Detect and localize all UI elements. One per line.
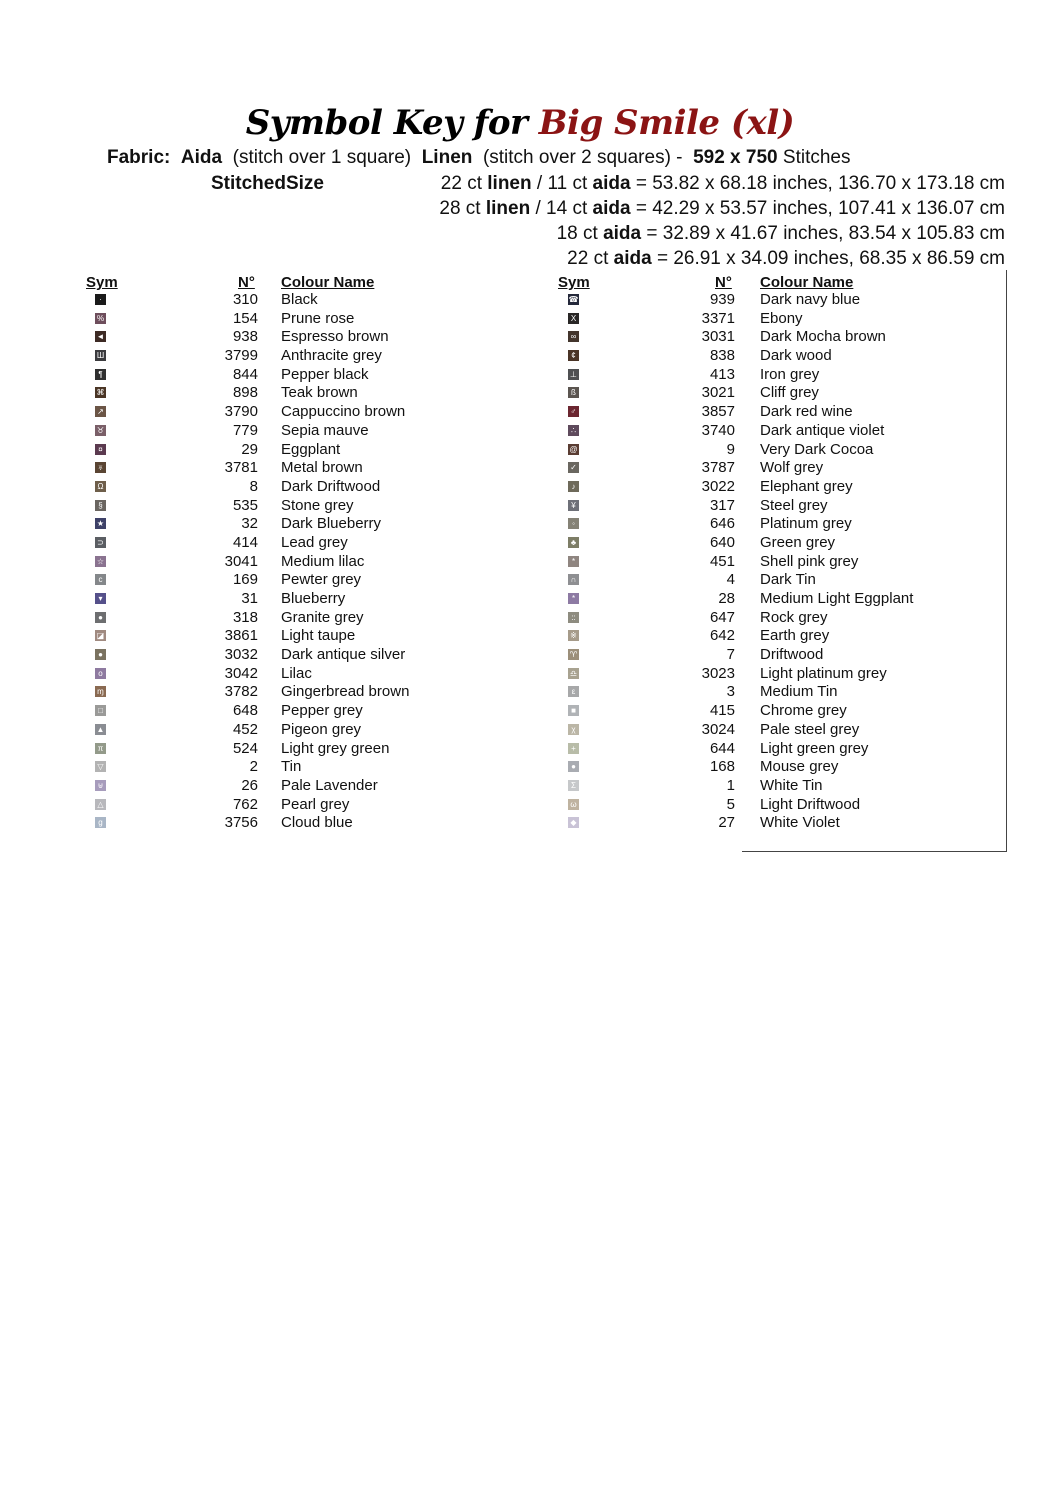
colour-name: Platinum grey bbox=[760, 515, 852, 533]
colour-name: Dark navy blue bbox=[760, 291, 861, 308]
symbol-swatch: ♅ bbox=[95, 462, 106, 473]
symbol-swatch: ♈ bbox=[569, 650, 578, 660]
colour-name: Pepper grey bbox=[281, 702, 363, 720]
symbol-swatch: @ bbox=[569, 444, 578, 454]
colour-name: Granite grey bbox=[281, 608, 364, 626]
symbol-swatch: ∴ bbox=[568, 425, 579, 436]
symbol-swatch: ▾ bbox=[95, 593, 106, 604]
dmc-number: 3032 bbox=[224, 646, 258, 664]
size-dimensions: = 53.82 x 68.18 inches, 136.70 x 173.18 cm bbox=[630, 173, 1005, 194]
symbol-swatch: ● bbox=[568, 761, 579, 772]
dmc-number: 3371 bbox=[701, 309, 735, 327]
symbol-swatch: ∩ bbox=[568, 574, 579, 585]
dmc-number: 310 bbox=[232, 291, 258, 308]
dmc-number: 29 bbox=[241, 440, 258, 458]
stitched-size-line bbox=[439, 198, 1005, 220]
colour-name: Tin bbox=[281, 758, 302, 776]
symbol-swatch: χ bbox=[568, 724, 579, 735]
fabric-aida-note: (stitch over 1 square) bbox=[232, 147, 412, 168]
dmc-number: 3023 bbox=[701, 664, 735, 682]
dmc-number: 3799 bbox=[224, 347, 258, 365]
symbol-swatch: ɱ bbox=[95, 686, 106, 697]
colour-name: Lilac bbox=[281, 664, 312, 682]
symbol-swatch: ↗ bbox=[95, 406, 106, 417]
dmc-number: 9 bbox=[726, 440, 735, 458]
size-ct: 22 ct bbox=[567, 248, 614, 269]
colour-name: Medium Tin bbox=[760, 683, 838, 701]
colour-name: Driftwood bbox=[760, 646, 824, 664]
dmc-number: 642 bbox=[709, 627, 735, 645]
dmc-number: 779 bbox=[232, 421, 258, 439]
colour-name: Earth grey bbox=[760, 627, 830, 645]
size-dimensions: = 26.91 x 34.09 inches, 68.35 x 86.59 cm bbox=[651, 248, 1005, 269]
symbol-swatch: ◆ bbox=[568, 817, 579, 828]
dmc-number: 452 bbox=[232, 720, 258, 738]
colour-name: Gingerbread brown bbox=[281, 683, 410, 701]
symbol-swatch: ♉ bbox=[96, 425, 105, 435]
dmc-number: 31 bbox=[241, 590, 258, 607]
colour-name: Pigeon grey bbox=[281, 720, 362, 738]
dmc-number: 168 bbox=[709, 758, 735, 776]
dmc-number: 26 bbox=[241, 776, 258, 794]
symbol-swatch: ⊥ bbox=[568, 369, 579, 380]
colour-name: Stone grey bbox=[281, 496, 354, 514]
dmc-number: 938 bbox=[232, 328, 258, 346]
symbol-swatch: ✓ bbox=[568, 462, 579, 473]
symbol-swatch: ♂ bbox=[568, 406, 579, 417]
dmc-number: 415 bbox=[709, 702, 735, 720]
table-border-bottom bbox=[742, 851, 1007, 852]
dmc-number: 28 bbox=[718, 590, 735, 607]
dmc-number: 2 bbox=[249, 758, 258, 776]
table-border-right bbox=[1006, 270, 1007, 852]
symbol-swatch: ε bbox=[568, 686, 579, 697]
symbol-swatch: + bbox=[568, 743, 579, 754]
symbol-swatch: % bbox=[96, 313, 105, 323]
size-dimensions: = 42.29 x 53.57 inches, 107.41 x 136.07 cm bbox=[630, 198, 1005, 219]
dmc-number: 647 bbox=[709, 608, 735, 626]
symbol-swatch: * bbox=[568, 593, 579, 604]
dmc-number: 3021 bbox=[701, 384, 735, 402]
dmc-number: 535 bbox=[232, 496, 258, 514]
symbol-swatch: · bbox=[95, 294, 106, 305]
colour-name: Rock grey bbox=[760, 608, 828, 626]
symbol-swatch: :: bbox=[568, 612, 579, 623]
colour-name: Espresso brown bbox=[281, 328, 389, 346]
left-header-sym: Sym bbox=[86, 274, 118, 291]
dmc-number: 939 bbox=[709, 291, 735, 308]
colour-name: Elephant grey bbox=[760, 477, 853, 495]
colour-name: Medium Light Eggplant bbox=[760, 590, 914, 607]
size-fabric: linen bbox=[487, 173, 532, 194]
colour-name: Light green grey bbox=[760, 739, 869, 757]
dmc-number: 640 bbox=[709, 533, 735, 551]
dmc-number: 648 bbox=[232, 702, 258, 720]
dmc-number: 3790 bbox=[224, 403, 258, 421]
symbol-swatch: ▽ bbox=[95, 761, 106, 772]
size-ct2: / 11 ct bbox=[531, 173, 593, 194]
fabric-size: 592 x 750 bbox=[693, 147, 778, 168]
fabric-linen-note: (stitch over 2 squares) - bbox=[482, 147, 683, 168]
symbol-swatch: ⌘ bbox=[96, 388, 105, 398]
stitched-size-line bbox=[567, 248, 1005, 270]
dmc-number: 169 bbox=[232, 571, 258, 589]
dmc-number: 3782 bbox=[224, 683, 258, 701]
colour-name: Dark Driftwood bbox=[281, 477, 381, 495]
dmc-number: 318 bbox=[232, 608, 258, 626]
symbol-swatch: ■ bbox=[568, 705, 579, 716]
symbol-swatch: ★ bbox=[96, 519, 105, 529]
title-prefix: Symbol Key for bbox=[245, 103, 528, 143]
dmc-number: 27 bbox=[718, 814, 735, 832]
dmc-number: 4 bbox=[726, 571, 735, 589]
dmc-number: 5 bbox=[726, 795, 735, 813]
dmc-number: 414 bbox=[232, 533, 258, 551]
fabric-label: Fabric: bbox=[107, 147, 171, 168]
colour-name: Teak brown bbox=[281, 384, 358, 402]
dmc-number: 3 bbox=[726, 683, 735, 701]
colour-name: Eggplant bbox=[281, 440, 341, 458]
dmc-number: 1 bbox=[726, 776, 735, 794]
symbol-swatch: ω bbox=[568, 799, 579, 810]
symbol-swatch: Ω bbox=[95, 481, 106, 492]
colour-name: Dark red wine bbox=[760, 403, 853, 421]
size-fabric: linen bbox=[485, 198, 531, 219]
symbol-swatch: ⊃ bbox=[95, 537, 106, 548]
colour-name: Cappuccino brown bbox=[281, 403, 406, 421]
dmc-number: 413 bbox=[709, 365, 735, 383]
fabric-aida: Aida bbox=[180, 147, 223, 168]
symbol-swatch: Ш bbox=[96, 351, 105, 361]
symbol-swatch: π bbox=[95, 743, 106, 754]
dmc-number: 3756 bbox=[224, 814, 258, 832]
page-title bbox=[0, 103, 1040, 143]
symbol-swatch: ◪ bbox=[96, 631, 105, 641]
colour-name: Medium lilac bbox=[281, 552, 365, 570]
size-dimensions: = 32.89 x 41.67 inches, 83.54 x 105.83 cm bbox=[641, 223, 1005, 244]
colour-name: Light taupe bbox=[281, 627, 356, 645]
size-ct2: / 14 ct bbox=[530, 198, 593, 219]
left-header-name: Colour Name bbox=[281, 274, 375, 291]
colour-name: Black bbox=[281, 291, 318, 308]
symbol-swatch: Σ bbox=[568, 780, 579, 791]
right-header-name: Colour Name bbox=[760, 274, 854, 291]
colour-name: Dark antique silver bbox=[281, 646, 406, 664]
symbol-swatch: ß bbox=[568, 387, 579, 398]
symbol-swatch: ☆ bbox=[96, 556, 105, 566]
colour-name: Cliff grey bbox=[760, 384, 819, 402]
dmc-number: 3042 bbox=[224, 664, 258, 682]
symbol-swatch: o bbox=[95, 668, 106, 679]
symbol-swatch: ▲ bbox=[96, 724, 105, 734]
dmc-number: 3041 bbox=[224, 552, 258, 570]
right-header-num: N° bbox=[715, 274, 732, 291]
colour-name: Green grey bbox=[760, 533, 836, 551]
colour-name: Dark wood bbox=[760, 347, 832, 365]
symbol-swatch: c bbox=[95, 574, 106, 585]
dmc-number: 7 bbox=[726, 646, 735, 664]
colour-name: Prune rose bbox=[281, 309, 355, 327]
colour-name: Ebony bbox=[760, 309, 803, 327]
symbol-swatch: ☎ bbox=[568, 295, 579, 304]
fabric-line bbox=[107, 147, 850, 169]
colour-name: Metal brown bbox=[281, 459, 363, 477]
dmc-number: 838 bbox=[709, 347, 735, 365]
colour-name: Light Driftwood bbox=[760, 795, 861, 813]
size-ct: 18 ct bbox=[556, 223, 604, 244]
colour-name: Cloud blue bbox=[281, 814, 353, 832]
stitched-size-line bbox=[557, 223, 1005, 245]
colour-name: Pale Lavender bbox=[281, 776, 378, 794]
dmc-number: 3740 bbox=[701, 421, 735, 439]
stitched-size-line bbox=[441, 173, 1005, 195]
symbol-swatch: g bbox=[95, 817, 106, 828]
dmc-number: 317 bbox=[709, 496, 735, 514]
symbol-swatch: ¢ bbox=[568, 350, 579, 361]
symbol-swatch: ● bbox=[95, 612, 106, 623]
colour-name: Blueberry bbox=[281, 590, 346, 607]
colour-name: Steel grey bbox=[760, 496, 828, 514]
size-ct: 22 ct bbox=[440, 173, 488, 194]
symbol-swatch: ◄ bbox=[96, 332, 105, 342]
stitched-size-label: StitchedSize bbox=[211, 173, 324, 194]
dmc-number: 524 bbox=[232, 739, 258, 757]
dmc-number: 3861 bbox=[224, 627, 258, 645]
size-ct: 28 ct bbox=[439, 198, 486, 219]
colour-name: Anthracite grey bbox=[281, 347, 382, 365]
symbol-swatch: ♣ bbox=[568, 537, 579, 548]
fabric-linen: Linen bbox=[421, 147, 473, 168]
colour-name: Dark antique violet bbox=[760, 421, 885, 439]
dmc-number: 762 bbox=[232, 795, 258, 813]
symbol-swatch: △ bbox=[95, 799, 106, 810]
colour-name: Chrome grey bbox=[760, 702, 847, 720]
symbol-swatch: ● bbox=[95, 649, 106, 660]
fabric-stitches: Stitches bbox=[782, 147, 851, 168]
colour-name: Pepper black bbox=[281, 365, 369, 383]
symbol-swatch: ¥ bbox=[568, 500, 579, 511]
symbol-swatch: ♎ bbox=[569, 668, 578, 678]
size-fabric: aida bbox=[603, 223, 642, 244]
symbol-swatch: § bbox=[95, 500, 106, 511]
symbol-swatch: ∞ bbox=[568, 331, 579, 342]
colour-name: Very Dark Cocoa bbox=[760, 440, 874, 458]
colour-name: Dark Mocha brown bbox=[760, 328, 886, 346]
colour-name: White Violet bbox=[760, 814, 840, 832]
symbol-swatch: X bbox=[568, 313, 579, 324]
colour-name: Wolf grey bbox=[760, 459, 824, 477]
symbol-swatch: ♪ bbox=[568, 481, 579, 492]
symbol-swatch: ¶ bbox=[95, 369, 106, 380]
symbol-swatch: ⊎ bbox=[95, 780, 106, 791]
colour-name: Light platinum grey bbox=[760, 664, 887, 682]
dmc-number: 3787 bbox=[701, 459, 735, 477]
symbol-swatch: ◦ bbox=[568, 518, 579, 529]
dmc-number: 3022 bbox=[701, 477, 735, 495]
dmc-number: 644 bbox=[709, 739, 735, 757]
colour-name: Pale steel grey bbox=[760, 720, 860, 738]
size-fabric: aida bbox=[613, 248, 652, 269]
dmc-number: 646 bbox=[709, 515, 735, 533]
colour-name: White Tin bbox=[760, 776, 823, 794]
colour-name: Light grey green bbox=[281, 739, 390, 757]
symbol-swatch: ¤ bbox=[95, 444, 106, 455]
dmc-number: 898 bbox=[232, 384, 258, 402]
symbol-swatch: * bbox=[568, 556, 579, 567]
size-fabric2: aida bbox=[592, 198, 631, 219]
dmc-number: 3024 bbox=[701, 720, 735, 738]
colour-name: Pearl grey bbox=[281, 795, 350, 813]
left-header-num: N° bbox=[238, 274, 255, 291]
colour-name: Dark Blueberry bbox=[281, 515, 382, 533]
symbol-swatch: □ bbox=[95, 705, 106, 716]
colour-name: Shell pink grey bbox=[760, 552, 859, 570]
right-header-sym: Sym bbox=[558, 274, 590, 291]
colour-name: Lead grey bbox=[281, 533, 348, 551]
dmc-number: 3857 bbox=[701, 403, 735, 421]
pattern-name: Big Smile (xl) bbox=[538, 103, 795, 143]
colour-name: Iron grey bbox=[760, 365, 820, 383]
colour-name: Pewter grey bbox=[281, 571, 362, 589]
symbol-swatch: ※ bbox=[568, 630, 579, 641]
size-fabric2: aida bbox=[592, 173, 631, 194]
dmc-number: 3031 bbox=[701, 328, 735, 346]
dmc-number: 451 bbox=[709, 552, 735, 570]
colour-name: Dark Tin bbox=[760, 571, 816, 589]
dmc-number: 8 bbox=[249, 477, 258, 495]
colour-name: Sepia mauve bbox=[281, 421, 369, 439]
dmc-number: 3781 bbox=[224, 459, 258, 477]
dmc-number: 32 bbox=[241, 515, 258, 533]
dmc-number: 154 bbox=[232, 309, 258, 327]
colour-name: Mouse grey bbox=[760, 758, 839, 776]
dmc-number: 844 bbox=[232, 365, 258, 383]
